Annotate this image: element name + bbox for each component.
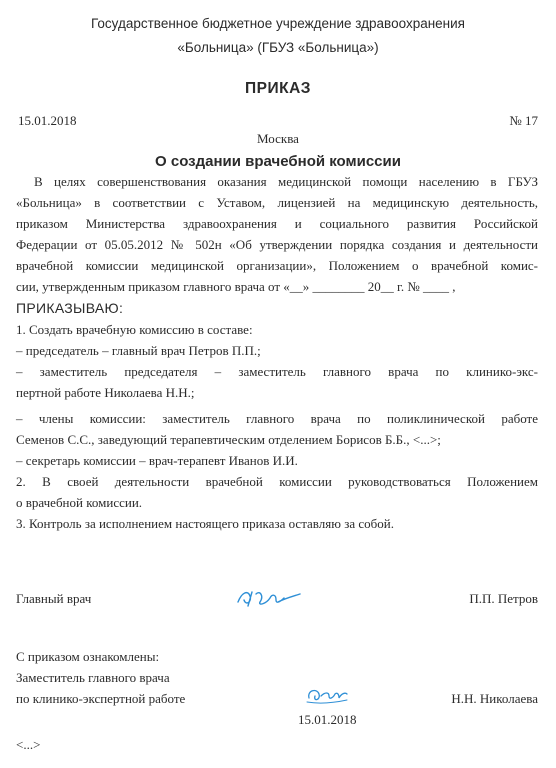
acknowledgement-position: Заместитель главного врача bbox=[16, 670, 170, 685]
preamble-line: «Больница» в соответствии с Уставом, лицензией на медицинскую деятельность, bbox=[16, 195, 538, 210]
acknowledgement-position: по клинико-экспертной работе bbox=[16, 691, 186, 706]
member-commission-line: – члены комиссии: заместитель главного врача по поликлинической работе bbox=[16, 411, 538, 426]
deputy-signature-icon bbox=[303, 684, 351, 706]
preamble-line: приказом Министерства здравоохранения и социального развития Российской bbox=[16, 216, 538, 231]
member-commission-line: Семенов С.С., заведующий терапевтическим отделением Борисов Б.Б., <...>; bbox=[16, 432, 441, 447]
order-item-1: 1. Создать врачебную комиссию в составе: bbox=[16, 322, 253, 337]
member-deputy-line: пертной работе Николаева Н.Н.; bbox=[16, 385, 195, 400]
acknowledgement-date: 15.01.2018 bbox=[298, 712, 357, 727]
signatory-position: Главный врач bbox=[16, 591, 92, 606]
order-item-3: 3. Контроль за исполнением настоящего приказа оставляю за собой. bbox=[16, 516, 394, 531]
member-deputy-line: – заместитель председателя – заместитель главного врача по клинико-экс- bbox=[16, 364, 538, 379]
preamble-line: врачебной комиссии медицинской организации», Положением о врачебной комис- bbox=[16, 258, 538, 273]
signatory-name: П.П. Петров bbox=[469, 591, 538, 606]
order-item-2-line: 2. В своей деятельности врачебной комиссии руководствоваться Положением bbox=[16, 474, 538, 489]
member-secretary: – секретарь комиссии – врач-терапевт Иванов И.И. bbox=[16, 453, 298, 468]
document-city: Москва bbox=[257, 131, 299, 146]
document-number: № 17 bbox=[509, 113, 538, 128]
document-title: ПРИКАЗ bbox=[245, 80, 311, 97]
organization-name-line1: Государственное бюджетное учреждение здравоохранения bbox=[91, 16, 465, 31]
member-chairman: – председатель – главный врач Петров П.П.; bbox=[16, 343, 261, 358]
document-date: 15.01.2018 bbox=[18, 113, 77, 128]
organization-name-line2: «Больница» (ГБУЗ «Больница») bbox=[177, 40, 379, 55]
preamble-line: Федерации от 05.05.2012 № 502н «Об утверждении порядка создания и деятельности bbox=[16, 237, 538, 252]
director-signature-icon bbox=[232, 586, 304, 612]
order-word: ПРИКАЗЫВАЮ: bbox=[16, 300, 124, 316]
preamble-line: сии, утвержденным приказом главного врача от «__» ________ 20__ г. № ____ , bbox=[16, 279, 456, 294]
order-item-2-line: о врачебной комиссии. bbox=[16, 495, 143, 510]
acknowledgement-heading: С приказом ознакомлены: bbox=[16, 649, 160, 664]
document-subject: О создании врачебной комиссии bbox=[155, 153, 401, 170]
acknowledgement-name: Н.Н. Николаева bbox=[451, 691, 538, 706]
preamble-line: В целях совершенствования оказания медицинской помощи населению в ГБУЗ bbox=[34, 174, 538, 189]
omission-mark: <...> bbox=[16, 737, 41, 752]
